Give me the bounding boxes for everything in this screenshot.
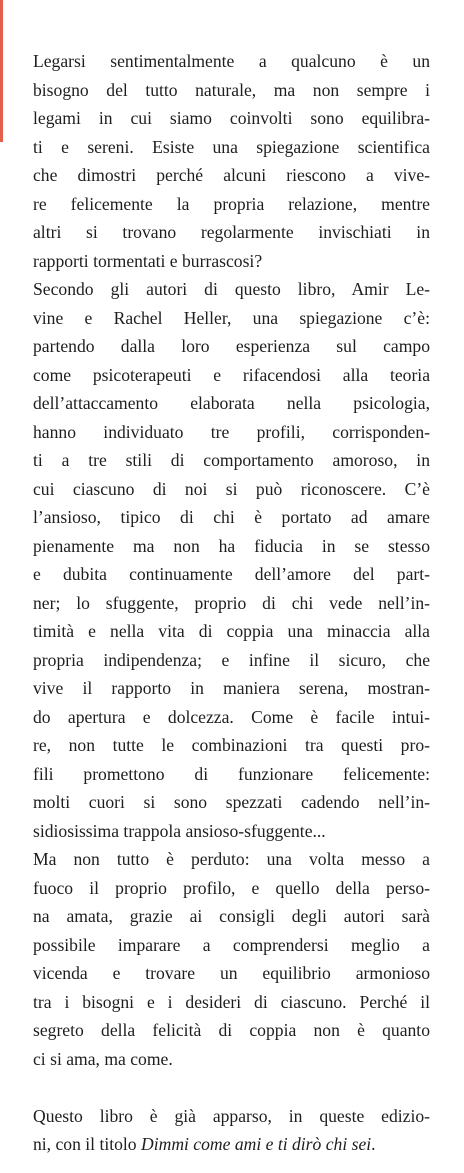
- paragraph-line: fili promettono di funzionare felicemente:: [33, 763, 430, 784]
- paragraph-line: vive il rapporto in maniera serena, mostran-: [33, 678, 430, 698]
- paragraph-line: fuoco il proprio profilo, e quello della perso-: [33, 877, 430, 898]
- paragraph-line: come psicoterapeuti e rifacendosi alla teoria: [33, 364, 430, 385]
- paragraph-line: legami in cui siamo coinvolti sono equilibra-: [33, 108, 430, 128]
- paragraph-line: partendo dalla loro esperienza sul campo: [33, 336, 430, 356]
- paragraph-line: ti e sereni. Esiste una spiegazione scientifica: [33, 136, 430, 157]
- paragraph-line: vicenda e trovare un equilibrio armonioso: [33, 963, 430, 983]
- previous-title: Dimmi come ami e ti dirò chi sei: [141, 1134, 372, 1154]
- paragraphs: [33, 47, 430, 1073]
- paragraph-line: bisogno del tutto naturale, ma non sempre i: [33, 79, 430, 100]
- edition-note-line-2: [33, 1130, 430, 1159]
- paragraph-line: l’ansioso, tipico di chi è portato ad amare: [33, 507, 430, 527]
- paragraph-line: na amata, grazie ai consigli degli autori sarà: [33, 906, 430, 926]
- edition-note-line-1: Questo libro è già apparso, in queste edizio-: [33, 1105, 430, 1126]
- paragraph-line: Secondo gli autori di questo libro, Amir Le-: [33, 279, 430, 299]
- paragraph-1: [33, 47, 430, 275]
- paragraph-line: cui ciascuno di noi si può riconoscere. C’è: [33, 478, 430, 499]
- paragraph-line: segreto della felicità di coppia non è quanto: [33, 1020, 430, 1040]
- paragraph-line: Legarsi sentimentalmente a qualcuno è un: [33, 51, 430, 71]
- paragraph-line: ti a tre stili di comportamento amoroso, in: [33, 450, 430, 470]
- paragraph-line: possibile imparare a comprendersi meglio a: [33, 934, 430, 955]
- paragraph-line: rapporti tormentati e burrascosi?: [33, 250, 263, 271]
- paragraph-2: [33, 275, 430, 845]
- paragraph-line: dell’attaccamento elaborata nella psicologia,: [33, 393, 430, 413]
- paragraph-line: ner; lo sfuggente, proprio di chi vede nell’in-: [33, 592, 430, 613]
- paragraph-line: hanno individuato tre profili, corrisponden-: [33, 421, 430, 442]
- paragraph-line: pienamente ma non ha fiducia in se stesso: [33, 535, 430, 556]
- paragraph-line: Ma non tutto è perduto: una volta messo a: [33, 849, 430, 869]
- paragraph-line: e dubita continuamente dell’amore del part-: [33, 564, 430, 584]
- edition-note: [33, 1102, 430, 1159]
- paragraph-3: [33, 845, 430, 1073]
- paragraph-line: sidiosissima trappola ansioso-sfuggente...: [33, 820, 326, 841]
- paragraph-line: propria indipendenza; e infine il sicuro, che: [33, 649, 430, 670]
- red-accent-bar: [0, 0, 3, 142]
- back-cover-text: [33, 47, 430, 1159]
- paragraph-line: tra i bisogni e i desideri di ciascuno. Perché il: [33, 991, 430, 1012]
- paragraph-line: do apertura e dolcezza. Come è facile intui-: [33, 706, 430, 727]
- paragraph-line: che dimostri perché alcuni riescono a vive-: [33, 165, 430, 185]
- paragraph-gap: [33, 1073, 430, 1102]
- paragraph-line: altri si trovano regolarmente invischiati in: [33, 222, 430, 242]
- edition-note-prefix: ni, con il titolo: [33, 1134, 142, 1154]
- paragraph-line: timità e nella vita di coppia una minaccia alla: [33, 621, 430, 641]
- edition-note-suffix: .: [371, 1134, 376, 1154]
- paragraph-line: vine e Rachel Heller, una spiegazione c’è:: [33, 307, 430, 328]
- paragraph-line: molti cuori si sono spezzati cadendo nell’in-: [33, 792, 430, 812]
- paragraph-line: ci si ama, ma come.: [33, 1048, 173, 1069]
- paragraph-line: re, non tutte le combinazioni tra questi pro-: [33, 735, 430, 755]
- paragraph-line: re felicemente la propria relazione, mentre: [33, 193, 430, 214]
